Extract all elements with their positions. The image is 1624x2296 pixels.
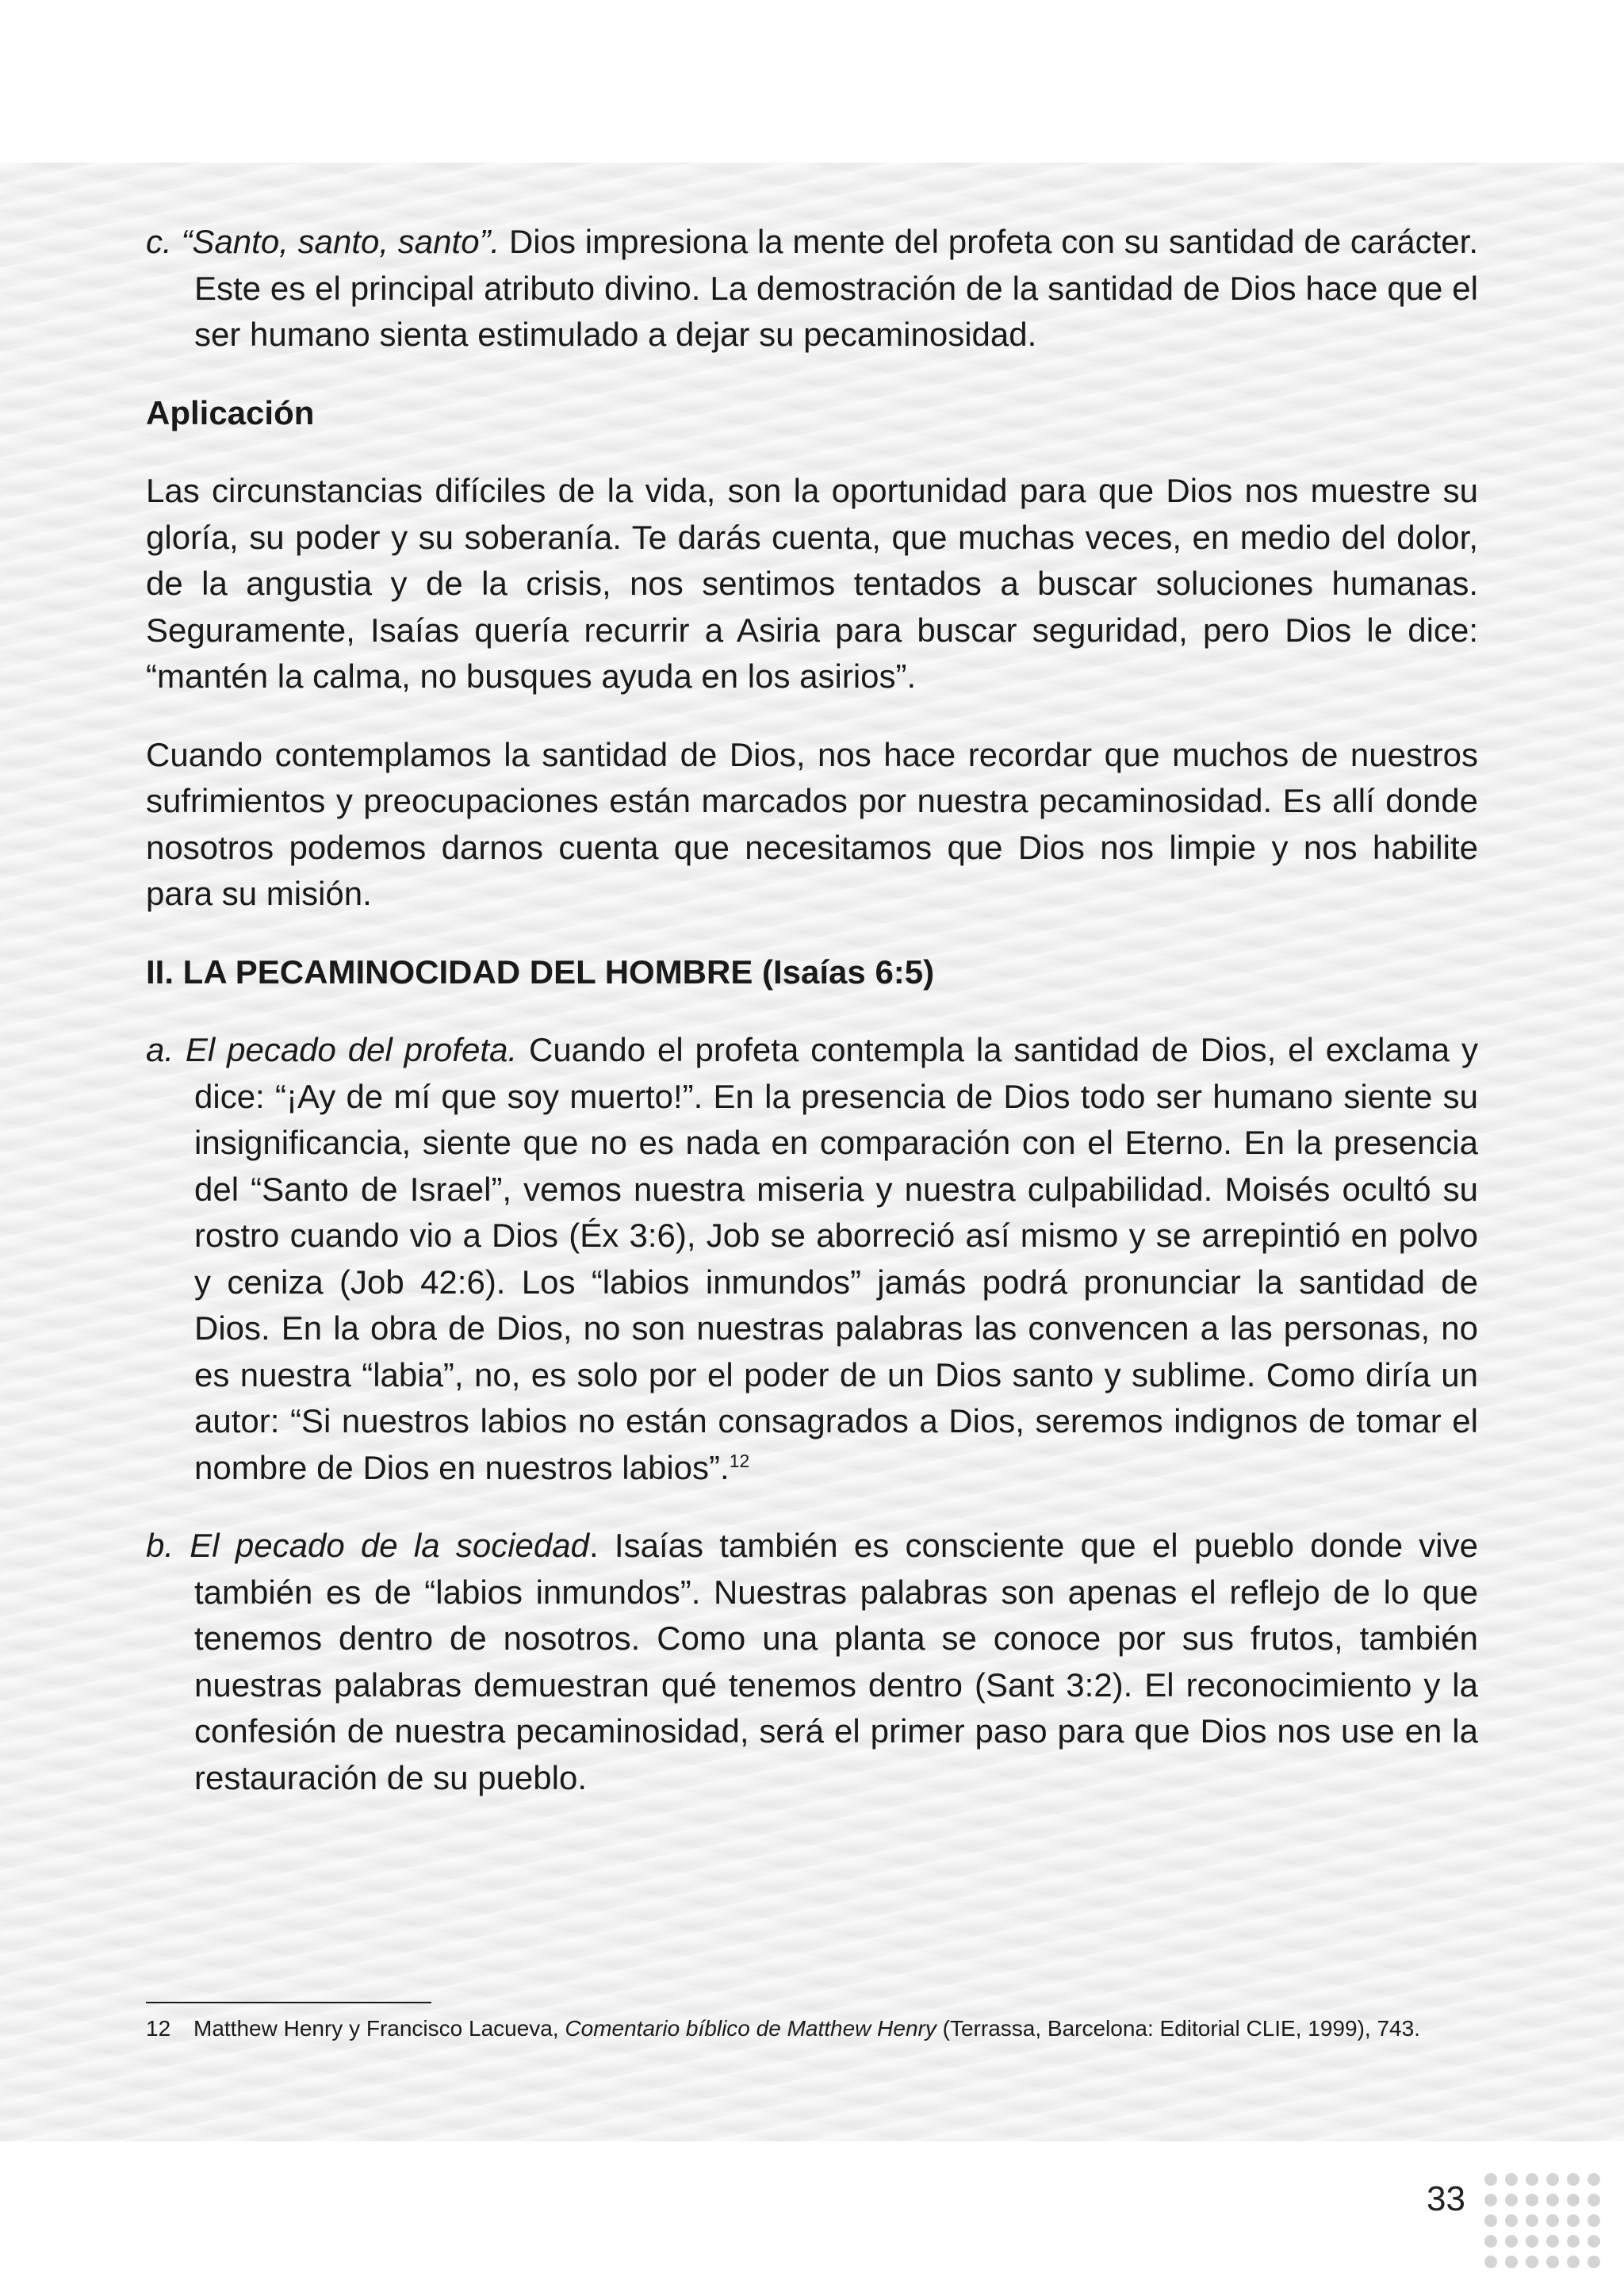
- decorative-dot-grid: [1484, 2173, 1600, 2268]
- dot: [1588, 2235, 1600, 2248]
- item-b-text: . Isaías también es consciente que el pueblo donde vive también es de “labios inmundos”. Nuestras palabras son apenas el reflejo de lo que tenemos dentro de nosotros. Como una planta se conoce por sus frutos, también nuestras palabras demuestran qué tenemos dentro (Sant 3:2). El reconocimiento y la confesión de nuestra pecaminosidad, será el primer paso para que Dios nos use en la restauración de su pueblo.: [194, 1527, 1478, 1796]
- dot: [1484, 2214, 1497, 2227]
- dot: [1588, 2194, 1600, 2206]
- dot: [1567, 2214, 1580, 2227]
- page-number: 33: [1427, 2179, 1465, 2218]
- dot: [1484, 2256, 1497, 2268]
- item-b-lead: b. El pecado de la sociedad: [146, 1527, 589, 1564]
- footnote-number: 12: [146, 2016, 171, 2041]
- item-c-santo: [146, 219, 1478, 358]
- dot: [1588, 2256, 1600, 2268]
- item-a-pecado-profeta: [146, 1027, 1478, 1491]
- dot: [1484, 2235, 1497, 2248]
- item-c-text: Dios impresiona la mente del profeta con su santidad de carácter. Este es el principal atributo divino. La demostración de la santidad de Dios hace que el ser humano sienta estimulado a dejar su pecaminosidad.: [194, 223, 1478, 353]
- page-body: [146, 219, 1478, 1801]
- dot: [1546, 2214, 1559, 2227]
- dot: [1567, 2194, 1580, 2206]
- item-c-lead: c. “Santo, santo, santo”.: [146, 223, 500, 260]
- dot: [1526, 2173, 1538, 2186]
- footnote-book-title: Comentario bíblico de Matthew Henry: [565, 2016, 936, 2041]
- dot: [1546, 2235, 1559, 2248]
- aplicacion-heading: Aplicación: [146, 393, 315, 431]
- dot: [1567, 2256, 1580, 2268]
- item-a-text: Cuando el profeta contempla la santidad de Dios, el exclama y dice: “¡Ay de mí que soy muerto!”. En la presencia de Dios todo ser humano siente su insignificancia, siente que no es nada en comparación con el Eterno. En la presencia del “Santo de Israel”, vemos nuestra miseria y nuestra culpabilidad. Moisés ocultó su rostro cuando vio a Dios (Éx 3:6), Job se aborreció así mismo y se arrepintió en polvo y ceniza (Job 42:6). Los “labios inmundos” jamás podrá pronunciar la santidad de Dios. En la obra de Dios, no son nuestras palabras las convencen a las personas, no es nuestra “labia”, no, es solo por el poder de un Dios santo y sublime. Como diría un autor: “Si nuestros labios no están consagrados a Dios, seremos indignos de tomar el nombre de Dios en nuestros labios”.: [194, 1031, 1478, 1486]
- footnote-text-before: Matthew Henry y Francisco Lacueva,: [193, 2016, 565, 2041]
- dot: [1505, 2214, 1518, 2227]
- dot: [1505, 2173, 1518, 2186]
- footnote-reference[interactable]: 12: [729, 1450, 750, 1471]
- dot: [1526, 2235, 1538, 2248]
- dot: [1567, 2173, 1580, 2186]
- footnote: [146, 2013, 1526, 2044]
- section-heading: II. LA PECAMINOCIDAD DEL HOMBRE (Isaías 6:5): [146, 953, 935, 991]
- footnote-text-after: (Terrassa, Barcelona: Editorial CLIE, 1999), 743.: [936, 2016, 1420, 2041]
- dot: [1526, 2256, 1538, 2268]
- dot: [1567, 2235, 1580, 2248]
- dot: [1526, 2194, 1538, 2206]
- aplicacion-paragraph-1: Las circunstancias difíciles de la vida, son la oportunidad para que Dios nos muestre su gloría, su poder y su soberanía. Te darás cuenta, que muchas veces, en medio del dolor, de la angustia y de la crisis, nos sentimos tentados a buscar soluciones humanas. Seguramente, Isaías quería recurrir a Asiria para buscar seguridad, pero Dios le dice: “mantén la calma, no busques ayuda en los asirios”.: [146, 472, 1478, 695]
- footnote-divider: [146, 2002, 431, 2003]
- dot: [1526, 2214, 1538, 2227]
- item-b-pecado-sociedad: [146, 1523, 1478, 1801]
- dot: [1505, 2256, 1518, 2268]
- dot: [1505, 2194, 1518, 2206]
- dot: [1484, 2194, 1497, 2206]
- dot: [1546, 2173, 1559, 2186]
- item-a-lead: a. El pecado del profeta.: [146, 1031, 518, 1068]
- dot: [1505, 2235, 1518, 2248]
- dot: [1588, 2173, 1600, 2186]
- dot: [1588, 2214, 1600, 2227]
- dot: [1546, 2194, 1559, 2206]
- aplicacion-paragraph-2: Cuando contemplamos la santidad de Dios, nos hace recordar que muchos de nuestros sufrimientos y preocupaciones están marcados por nuestra pecaminosidad. Es allí donde nosotros podemos darnos cuenta que necesitamos que Dios nos limpie y nos habilite para su misión.: [146, 735, 1478, 912]
- dot: [1484, 2173, 1497, 2186]
- dot: [1546, 2256, 1559, 2268]
